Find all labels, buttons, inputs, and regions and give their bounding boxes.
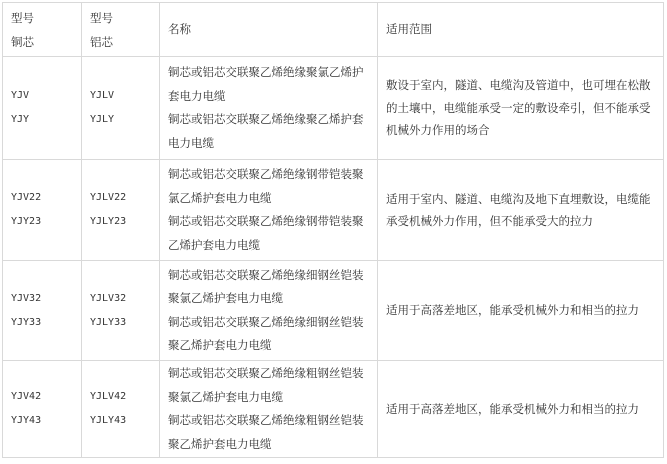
application-scope: 适用于高落差地区，能承受机械外力和相当的拉力 [378,361,664,458]
header-aluminum-line-1: 型号 [90,10,113,25]
aluminum-model-cell [82,361,160,458]
cable-spec-table [2,2,664,458]
copper-model: YJY [11,114,30,125]
copper-model-cell [3,160,82,261]
application-scope: 敷设于室内，隧道、电缆沟及管道中，也可埋在松散的土壤中，电缆能承受一定的敷设牵引，但不能承受机械外力作用的场合 [378,57,664,160]
copper-model-cell [3,361,82,458]
cable-name-cell [160,160,378,261]
aluminum-model: YJLV [90,90,115,101]
table-row [3,160,664,261]
copper-model-cell [3,57,82,160]
aluminum-model-cell [82,261,160,361]
aluminum-model-cell [82,57,160,160]
copper-model: YJV42 [11,391,42,402]
copper-model: YJY33 [11,316,42,328]
header-aluminum-model [82,3,160,57]
cable-name: 铜芯或铝芯交联聚乙烯绝缘钢带铠装聚氯乙烯护套电力电缆 [168,167,364,205]
table-row [3,361,664,458]
copper-model: YJY43 [11,415,42,426]
header-copper-line-2: 铜芯 [11,34,34,49]
aluminum-model: YJLV32 [90,292,127,304]
cable-name-cell [160,261,378,361]
copper-model: YJV [11,90,30,101]
cable-name: 铜芯或铝芯交联聚乙烯绝缘聚氯乙烯护套电力电缆 [168,65,364,103]
cable-name: 铜芯或铝芯交联聚乙烯绝缘钢带铠装聚乙烯护套电力电缆 [168,214,364,252]
cable-name: 铜芯或铝芯交联聚乙烯绝缘粗钢丝铠装聚氯乙烯护套电力电缆 [168,366,364,404]
copper-model: YJV32 [11,292,42,304]
table-row [3,57,664,160]
aluminum-model: YJLY [90,114,115,125]
aluminum-model: YJLV42 [90,391,127,402]
header-copper-model [3,3,82,57]
aluminum-model: YJLY43 [90,415,127,426]
copper-model-cell [3,261,82,361]
cable-name: 铜芯或铝芯交联聚乙烯绝缘细钢丝铠装聚氯乙烯护套电力电缆 [168,267,364,305]
cable-name: 铜芯或铝芯交联聚乙烯绝缘聚乙烯护套电力电缆 [168,112,364,150]
aluminum-model: YJLY23 [90,216,127,227]
application-scope: 适用于高落差地区，能承受机械外力和相当的拉力 [378,261,664,361]
header-aluminum-line-2: 铝芯 [90,34,113,49]
copper-model: YJY23 [11,216,42,227]
cable-name: 铜芯或铝芯交联聚乙烯绝缘细钢丝铠装聚乙烯护套电力电缆 [168,314,364,352]
header-scope: 适用范围 [378,3,664,57]
aluminum-model-cell [82,160,160,261]
table-header-row [3,3,664,57]
aluminum-model: YJLY33 [90,316,127,328]
application-scope: 适用于室内、隧道、电缆沟及地下直埋敷设，电缆能承受机械外力作用，但不能承受大的拉力 [378,160,664,261]
cable-name-cell [160,361,378,458]
cable-name-cell [160,57,378,160]
copper-model: YJV22 [11,192,42,203]
header-name: 名称 [160,3,378,57]
aluminum-model: YJLV22 [90,192,127,203]
table-row [3,261,664,361]
cable-name: 铜芯或铝芯交联聚乙烯绝缘粗钢丝铠装聚乙烯护套电力电缆 [168,413,364,451]
header-copper-line-1: 型号 [11,10,34,25]
